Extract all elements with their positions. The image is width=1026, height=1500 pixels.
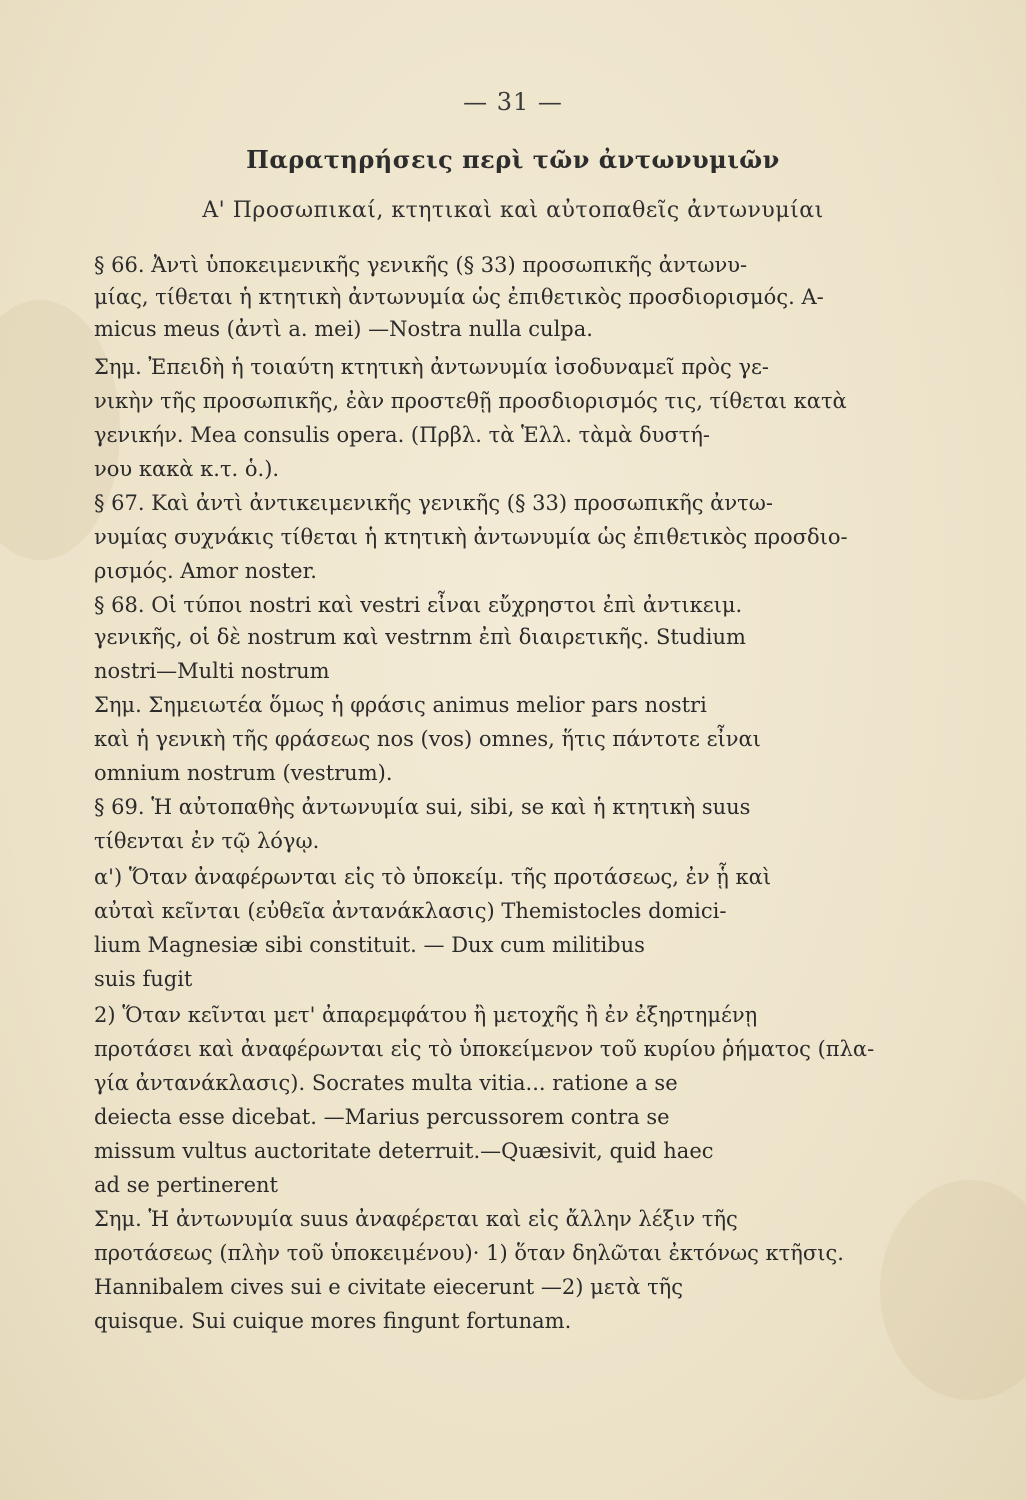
text-line: nostri—Multi nostrum bbox=[94, 659, 330, 683]
text-line: Σημ. Ἡ ἀντωνυμία suus ἀναφέρεται καὶ εἰς ἄλλην λέξιν τῆς bbox=[94, 1207, 738, 1231]
text-line: ad se pertinerent bbox=[94, 1173, 278, 1197]
text-line: suis fugit bbox=[94, 967, 193, 991]
text-line: quisque. Sui cuique mores fingunt fortunam. bbox=[94, 1309, 572, 1333]
text-line: γία ἀντανάκλασις). Socrates multa vitia... ratione a se bbox=[94, 1071, 678, 1095]
text-line: γενικήν. Mea consulis opera. (Πρβλ. τὰ Ἑλλ. τὰμὰ δυστή- bbox=[94, 423, 711, 447]
text-line: 2) Ὅταν κεῖνται μετ' ἀπαρεμφάτου ἢ μετοχῆς ἢ ἐν ἐξηρτημένῃ bbox=[94, 1003, 758, 1027]
section-heading: Παρατηρήσεις περὶ τῶν ἀντωνυμιῶν bbox=[246, 145, 780, 174]
text-line: προτάσεως (πλὴν τοῦ ὑποκειμένου)· 1) ὅταν δηλῶται ἐκτόνως κτῆσις. bbox=[94, 1241, 844, 1265]
text-line: μίας, τίθεται ἡ κτητικὴ ἀντωνυμία ὡς ἐπιθετικὸς προσδιορισμός. A- bbox=[94, 285, 824, 309]
text-line: § 66. Ἀντὶ ὑποκειμενικῆς γενικῆς (§ 33) προσωπικῆς ἀντωνυ- bbox=[94, 253, 748, 277]
text-line: Σημ. Σημειωτέα ὅμως ἡ φράσις animus melior pars nostri bbox=[94, 693, 707, 717]
text-line: νυμίας συχνάκις τίθεται ἡ κτητικὴ ἀντωνυμία ὡς ἐπιθετικὸς προσδιο- bbox=[94, 525, 848, 549]
text-line: Σημ. Ἐπειδὴ ἡ τοιαύτη κτητικὴ ἀντωνυμία ἰσοδυναμεῖ πρὸς γε- bbox=[94, 355, 770, 379]
text-line: lium Magnesiæ sibi constituit. — Dux cum militibus bbox=[94, 933, 645, 957]
text-line: § 68. Οἱ τύποι nostri καὶ vestri εἶναι εὔχρηστοι ἐπὶ ἀντικειμ. bbox=[94, 593, 743, 617]
text-line: γενικῆς, οἱ δὲ nostrum καὶ vestrnm ἐπὶ διαιρετικῆς. Studium bbox=[94, 625, 746, 649]
text-line: καὶ ἡ γενικὴ τῆς φράσεως nos (vos) omnes, ἥτις πάντοτε εἶναι bbox=[94, 727, 761, 751]
page-number: — 31 — bbox=[463, 88, 563, 116]
text-line: νικὴν τῆς προσωπικῆς, ἐὰν προστεθῇ προσδιορισμός τις, τίθεται κατὰ bbox=[94, 389, 847, 413]
text-line: τίθενται ἐν τῷ λόγῳ. bbox=[94, 829, 320, 853]
text-line: αὐταὶ κεῖνται (εὐθεῖα ἀντανάκλασις) Themistocles domici- bbox=[94, 899, 727, 923]
text-line: § 69. Ἡ αὐτοπαθὴς ἀντωνυμία sui, sibi, se καὶ ἡ κτητικὴ suus bbox=[94, 795, 751, 819]
text-line: Hannibalem cives sui e civitate eiecerunt —2) μετὰ τῆς bbox=[94, 1275, 684, 1299]
text-line: missum vultus auctoritate deterruit.—Quæsivit, quid haec bbox=[94, 1139, 714, 1163]
text-line: προτάσει καὶ ἀναφέρωνται εἰς τὸ ὑποκείμενον τοῦ κυρίου ῥήματος (πλα- bbox=[94, 1037, 875, 1061]
text-line: νου κακὰ κ.τ. ὁ.). bbox=[94, 457, 280, 481]
text-line: α') Ὅταν ἀναφέρωνται εἰς τὸ ὑποκείμ. τῆς προτάσεως, ἐν ᾗ καὶ bbox=[94, 865, 772, 889]
text-line: deiecta esse dicebat. —Marius percussorem contra se bbox=[94, 1105, 670, 1129]
text-line: § 67. Καὶ ἀντὶ ἀντικειμενικῆς γενικῆς (§ 33) προσωπικῆς ἀντω- bbox=[94, 491, 773, 515]
section-subheading: Α' Προσωπικαί, κτητικαὶ καὶ αὐτοπαθεῖς ἀντωνυμίαι bbox=[202, 198, 824, 223]
text-line: micus meus (ἀντὶ a. mei) —Nostra nulla culpa. bbox=[94, 317, 593, 341]
text-line: omnium nostrum (vestrum). bbox=[94, 761, 393, 785]
text-line: ρισμός. Amor noster. bbox=[94, 559, 317, 583]
